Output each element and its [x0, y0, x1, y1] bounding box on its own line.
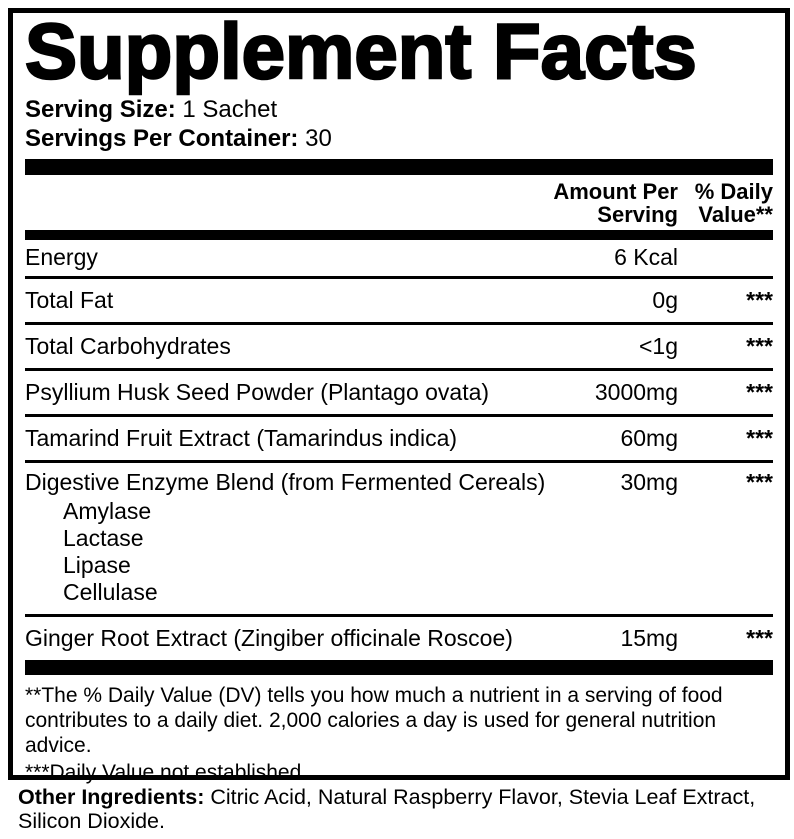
other-ingredients-value: Citric Acid, Natural Raspberry Flavor, Stevia Leaf Extract, Silicon Dioxide. [18, 785, 756, 833]
nutrient-dv: *** [746, 469, 773, 495]
nutrient-amount: 30mg [620, 469, 678, 495]
table-row-total-fat [25, 279, 773, 322]
table-row-total-carbohydrates [25, 325, 773, 368]
nutrient-name: Psyllium Husk Seed Powder (Plantago ovata) [25, 379, 490, 405]
nutrient-dv: *** [746, 379, 773, 405]
servings-per-container-line [25, 124, 773, 153]
nutrient-amount: 15mg [620, 625, 678, 651]
supplement-facts-panel [8, 7, 790, 784]
nutrient-amount: <1g [638, 333, 678, 359]
dv-not-established-footnote: ***Daily Value not established. [25, 761, 308, 784]
divider-thick-bottom [25, 660, 773, 675]
table-row-ginger-root-extract [25, 617, 773, 660]
daily-value-footnote: **The % Daily Value (DV) tells you how much a nutrient in a serving of food contributes to a daily diet. 2,000 calories a day is used for general nutrition advice. [25, 684, 723, 757]
table-header-row [25, 180, 773, 226]
table-row-tamarind-fruit-extract [25, 417, 773, 460]
enzyme-sub-ingredient-list [25, 494, 773, 614]
nutrient-name: Tamarind Fruit Extract (Tamarindus indica) [25, 425, 458, 451]
nutrient-name: Digestive Enzyme Blend (from Fermented Cereals) [25, 469, 546, 495]
serving-size-label: Serving Size: [25, 96, 176, 123]
header-percent-daily-value: % Daily Value** [694, 179, 773, 227]
nutrient-dv: *** [746, 287, 773, 313]
servings-per-container-label: Servings Per Container: [25, 125, 299, 152]
table-row-digestive-enzyme-blend [25, 463, 773, 494]
nutrient-name: Ginger Root Extract (Zingiber officinale Roscoe) [25, 625, 513, 651]
sub-ingredient-amylase: Amylase [63, 498, 152, 524]
nutrient-dv: *** [746, 425, 773, 451]
serving-info [25, 95, 773, 153]
nutrient-amount: 3000mg [594, 379, 678, 405]
sub-ingredient-lipase: Lipase [63, 552, 131, 578]
other-ingredients-line [18, 786, 778, 833]
table-row-psyllium-husk [25, 371, 773, 414]
nutrient-name: Total Carbohydrates [25, 333, 231, 359]
sub-ingredient-cellulase: Cellulase [63, 579, 158, 605]
nutrient-amount: 0g [652, 287, 678, 313]
sub-ingredient-lactase: Lactase [63, 525, 144, 551]
serving-size-line [25, 95, 773, 124]
serving-size-value: 1 Sachet [182, 96, 278, 123]
nutrient-amount: 6 Kcal [614, 244, 678, 270]
panel-title: Supplement Facts [25, 7, 697, 95]
nutrient-dv: *** [746, 625, 773, 651]
nutrient-name: Energy [25, 244, 98, 270]
table-row-energy [25, 240, 773, 276]
nutrient-amount: 60mg [620, 425, 678, 451]
divider-thick-top [25, 159, 773, 175]
other-ingredients-label: Other Ingredients: [18, 785, 205, 809]
servings-per-container-value: 30 [305, 125, 332, 152]
nutrient-name: Total Fat [25, 287, 114, 313]
divider-medium-header [25, 230, 773, 240]
header-amount-per-serving: Amount Per Serving [553, 179, 678, 227]
nutrient-dv: *** [746, 333, 773, 359]
